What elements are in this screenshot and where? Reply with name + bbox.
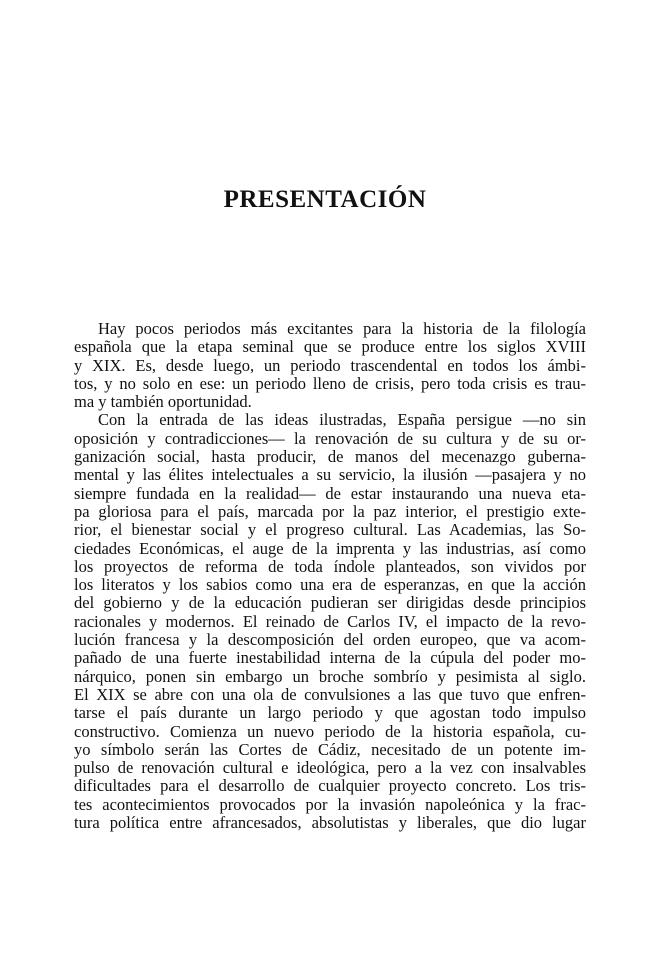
text-line: constructivo. Comienza un nuevo periodo de la historia española, cu- xyxy=(74,721,586,741)
body-text xyxy=(74,320,586,832)
text-line: yo símbolo serán las Cortes de Cádiz, necesitado de un potente im- xyxy=(74,739,586,759)
text-line: y XIX. Es, desde luego, un periodo trascendental en todos los ámbi- xyxy=(74,355,586,375)
text-line: tarse el país durante un largo periodo y que agostan todo impulso xyxy=(74,703,586,723)
text-line: pulso de renovación cultural e ideológica, pero a la vez con insalvables xyxy=(74,758,586,778)
page-title: PRESENTACIÓN xyxy=(223,186,427,213)
text-line: pañado de una fuerte inestabilidad interna de la cúpula del poder mo- xyxy=(74,648,586,668)
text-line: los literatos y los sabios como una era de esperanzas, en que la acción xyxy=(74,575,586,595)
text-line: Con la entrada de las ideas ilustradas, España persigue —no sin xyxy=(98,410,586,430)
text-line: siempre fundada en la realidad— de estar instaurando una nueva eta- xyxy=(74,483,586,503)
text-line: lución francesa y la descomposición del orden europeo, que va acom- xyxy=(74,630,586,650)
text-line: del gobierno y de la educación pudieran ser dirigidas desde principios xyxy=(74,593,586,613)
text-line: racionales y modernos. El reinado de Carlos IV, el impacto de la revo- xyxy=(74,611,586,631)
text-line: ganización social, hasta producir, de manos del mecenazgo guberna- xyxy=(74,447,586,467)
text-line: rior, el bienestar social y el progreso cultural. Las Academias, las So- xyxy=(74,520,586,540)
text-line: dificultades para el desarrollo de cualquier proyecto concreto. Los tris- xyxy=(74,776,586,796)
text-line: oposición y contradicciones— la renovación de su cultura y de su or- xyxy=(74,428,586,448)
text-line: Hay pocos periodos más excitantes para la historia de la filología xyxy=(98,319,586,338)
text-line: ma y también oportunidad. xyxy=(74,392,252,412)
text-line: los proyectos de reforma de toda índole planteados, son vividos por xyxy=(74,556,586,576)
text-line: ciedades Económicas, el auge de la imprenta y las industrias, así como xyxy=(74,538,586,558)
text-line: española que la etapa seminal que se produce entre los siglos XVIII xyxy=(74,337,586,357)
text-line: El XIX se abre con una ola de convulsiones a las que tuvo que enfren- xyxy=(74,684,586,704)
text-line: tes acontecimientos provocados por la invasión napoleónica y la frac- xyxy=(74,794,586,814)
text-line: tos, y no solo en ese: un periodo lleno de crisis, pero toda crisis es trau- xyxy=(74,373,586,393)
text-line: tura política entre afrancesados, absolutistas y liberales, que dio lugar xyxy=(74,813,586,833)
text-line: mental y las élites intelectuales a su servicio, la ilusión —pasajera y no xyxy=(74,465,586,485)
text-line: pa gloriosa para el país, marcada por la paz interior, el prestigio exte- xyxy=(74,501,586,521)
text-line: nárquico, ponen sin embargo un broche sombrío y pesimista al siglo. xyxy=(74,666,586,686)
